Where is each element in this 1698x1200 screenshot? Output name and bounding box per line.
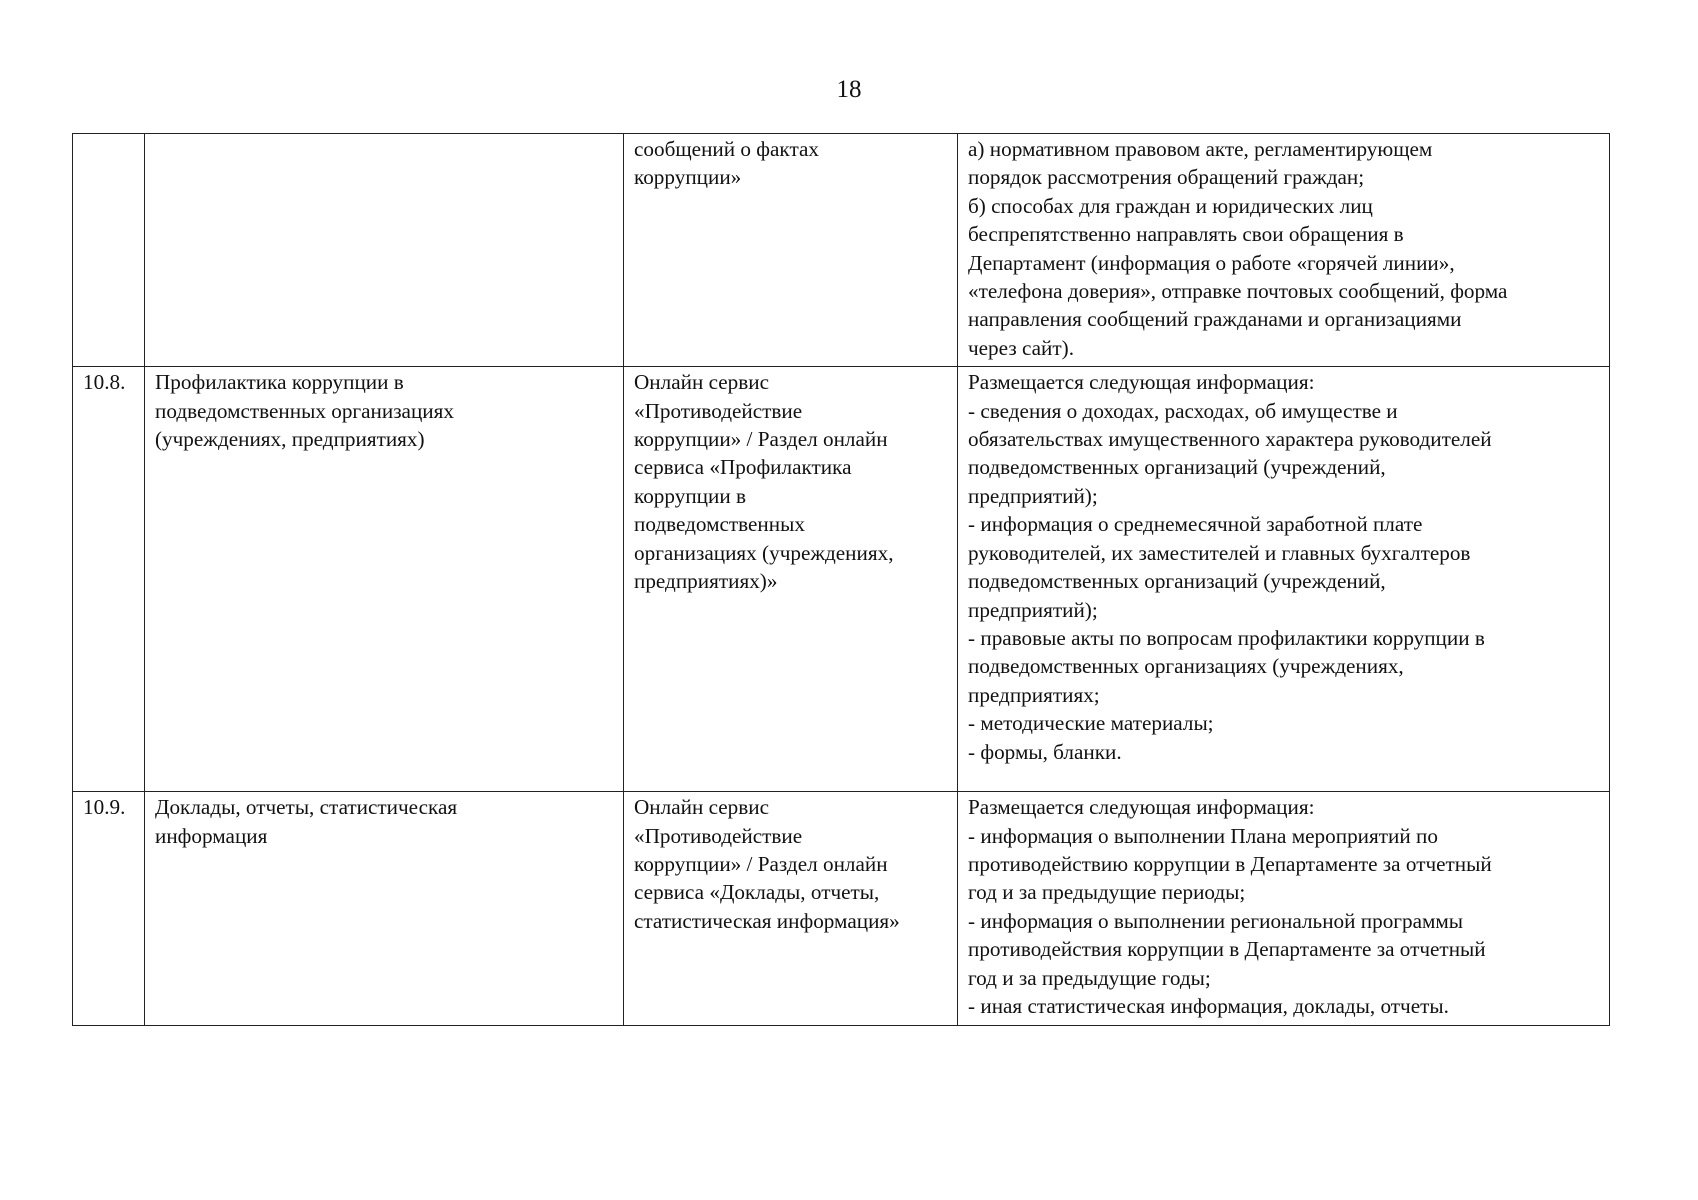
info-line: через сайт).	[968, 335, 1074, 360]
measure-name-line: (учреждениях, предприятиях)	[155, 427, 425, 452]
info-line: предприятий);	[968, 597, 1098, 622]
measure-name-cell	[145, 134, 624, 367]
service-line: Онлайн сервис	[634, 795, 769, 820]
info-line: подведомственных организаций (учреждений,	[968, 455, 1386, 480]
measure-name-cell	[145, 367, 624, 792]
info-line: б) способах для граждан и юридических лиц	[968, 193, 1373, 218]
info-line: Департамент (информация о работе «горячей линии»,	[968, 250, 1455, 275]
row-number-cell	[73, 134, 145, 367]
service-line: статистическая информация»	[634, 908, 900, 933]
service-line: предприятиях)»	[634, 569, 778, 594]
service-line: Онлайн сервис	[634, 370, 769, 395]
info-line: Размещается следующая информация:	[968, 795, 1315, 820]
info-cell	[958, 134, 1610, 367]
table-row	[73, 134, 1610, 367]
info-line: - правовые акты по вопросам профилактики коррупции в	[968, 625, 1485, 650]
info-cell	[958, 367, 1610, 792]
info-line: подведомственных организаций (учреждений,	[968, 569, 1386, 594]
service-line: коррупции в	[634, 483, 746, 508]
measure-name-cell	[145, 792, 624, 1025]
info-line: направления сообщений гражданами и организациями	[968, 307, 1462, 332]
service-line: подведомственных	[634, 512, 805, 537]
info-cell	[958, 792, 1610, 1025]
info-line: беспрепятственно направлять свои обращения в	[968, 222, 1404, 247]
info-line: обязательствах имущественного характера руководителей	[968, 427, 1492, 452]
page-number: 18	[836, 76, 862, 103]
info-line: противодействию коррупции в Департаменте за отчетный	[968, 852, 1492, 877]
service-line: организациях (учреждениях,	[634, 540, 894, 565]
info-line: год и за предыдущие периоды;	[968, 880, 1246, 905]
service-cell	[624, 134, 958, 367]
info-line: руководителей, их заместителей и главных бухгалтеров	[968, 540, 1471, 565]
info-line: предприятиях;	[968, 682, 1100, 707]
service-cell	[624, 367, 958, 792]
info-line: противодействия коррупции в Департаменте за отчетный	[968, 937, 1486, 962]
info-line: порядок рассмотрения обращений граждан;	[968, 165, 1365, 190]
table-row	[73, 367, 1610, 792]
service-line: коррупции»	[634, 165, 742, 190]
info-line: а) нормативном правовом акте, регламентирующем	[968, 137, 1433, 161]
info-line: - иная статистическая информация, доклады, отчеты.	[968, 994, 1449, 1019]
service-cell	[624, 792, 958, 1025]
service-line: сообщений о фактах	[634, 137, 819, 161]
measure-name-line: информация	[155, 823, 268, 848]
service-line: коррупции» / Раздел онлайн	[634, 427, 888, 452]
measures-table	[72, 133, 1610, 1026]
row-number-cell	[73, 367, 145, 792]
info-line: предприятий);	[968, 483, 1098, 508]
service-line: «Противодействие	[634, 823, 803, 848]
info-line: «телефона доверия», отправке почтовых сообщений, форма	[968, 279, 1508, 304]
service-line: коррупции» / Раздел онлайн	[634, 852, 888, 877]
info-line: - информация о выполнении региональной программы	[968, 908, 1464, 933]
info-line: - информация о выполнении Плана мероприятий по	[968, 823, 1438, 848]
row-number: 10.9.	[83, 795, 126, 820]
table-row	[73, 792, 1610, 1025]
measure-name-line: Доклады, отчеты, статистическая	[155, 795, 458, 820]
info-line: год и за предыдущие годы;	[968, 965, 1211, 990]
measure-name-line: подведомственных организациях	[155, 398, 454, 423]
info-line: - информация о среднемесячной заработной плате	[968, 512, 1423, 537]
info-line: - сведения о доходах, расходах, об имуществе и	[968, 398, 1398, 423]
service-line: сервиса «Доклады, отчеты,	[634, 880, 880, 905]
info-line: - методические материалы;	[968, 711, 1214, 736]
service-line: «Противодействие	[634, 398, 803, 423]
row-number-cell	[73, 792, 145, 1025]
info-line: Размещается следующая информация:	[968, 370, 1315, 395]
measure-name-line: Профилактика коррупции в	[155, 370, 404, 395]
service-line: сервиса «Профилактика	[634, 455, 852, 480]
info-line: - формы, бланки.	[968, 739, 1122, 764]
row-number: 10.8.	[83, 370, 126, 395]
info-line: подведомственных организациях (учреждениях,	[968, 654, 1404, 679]
